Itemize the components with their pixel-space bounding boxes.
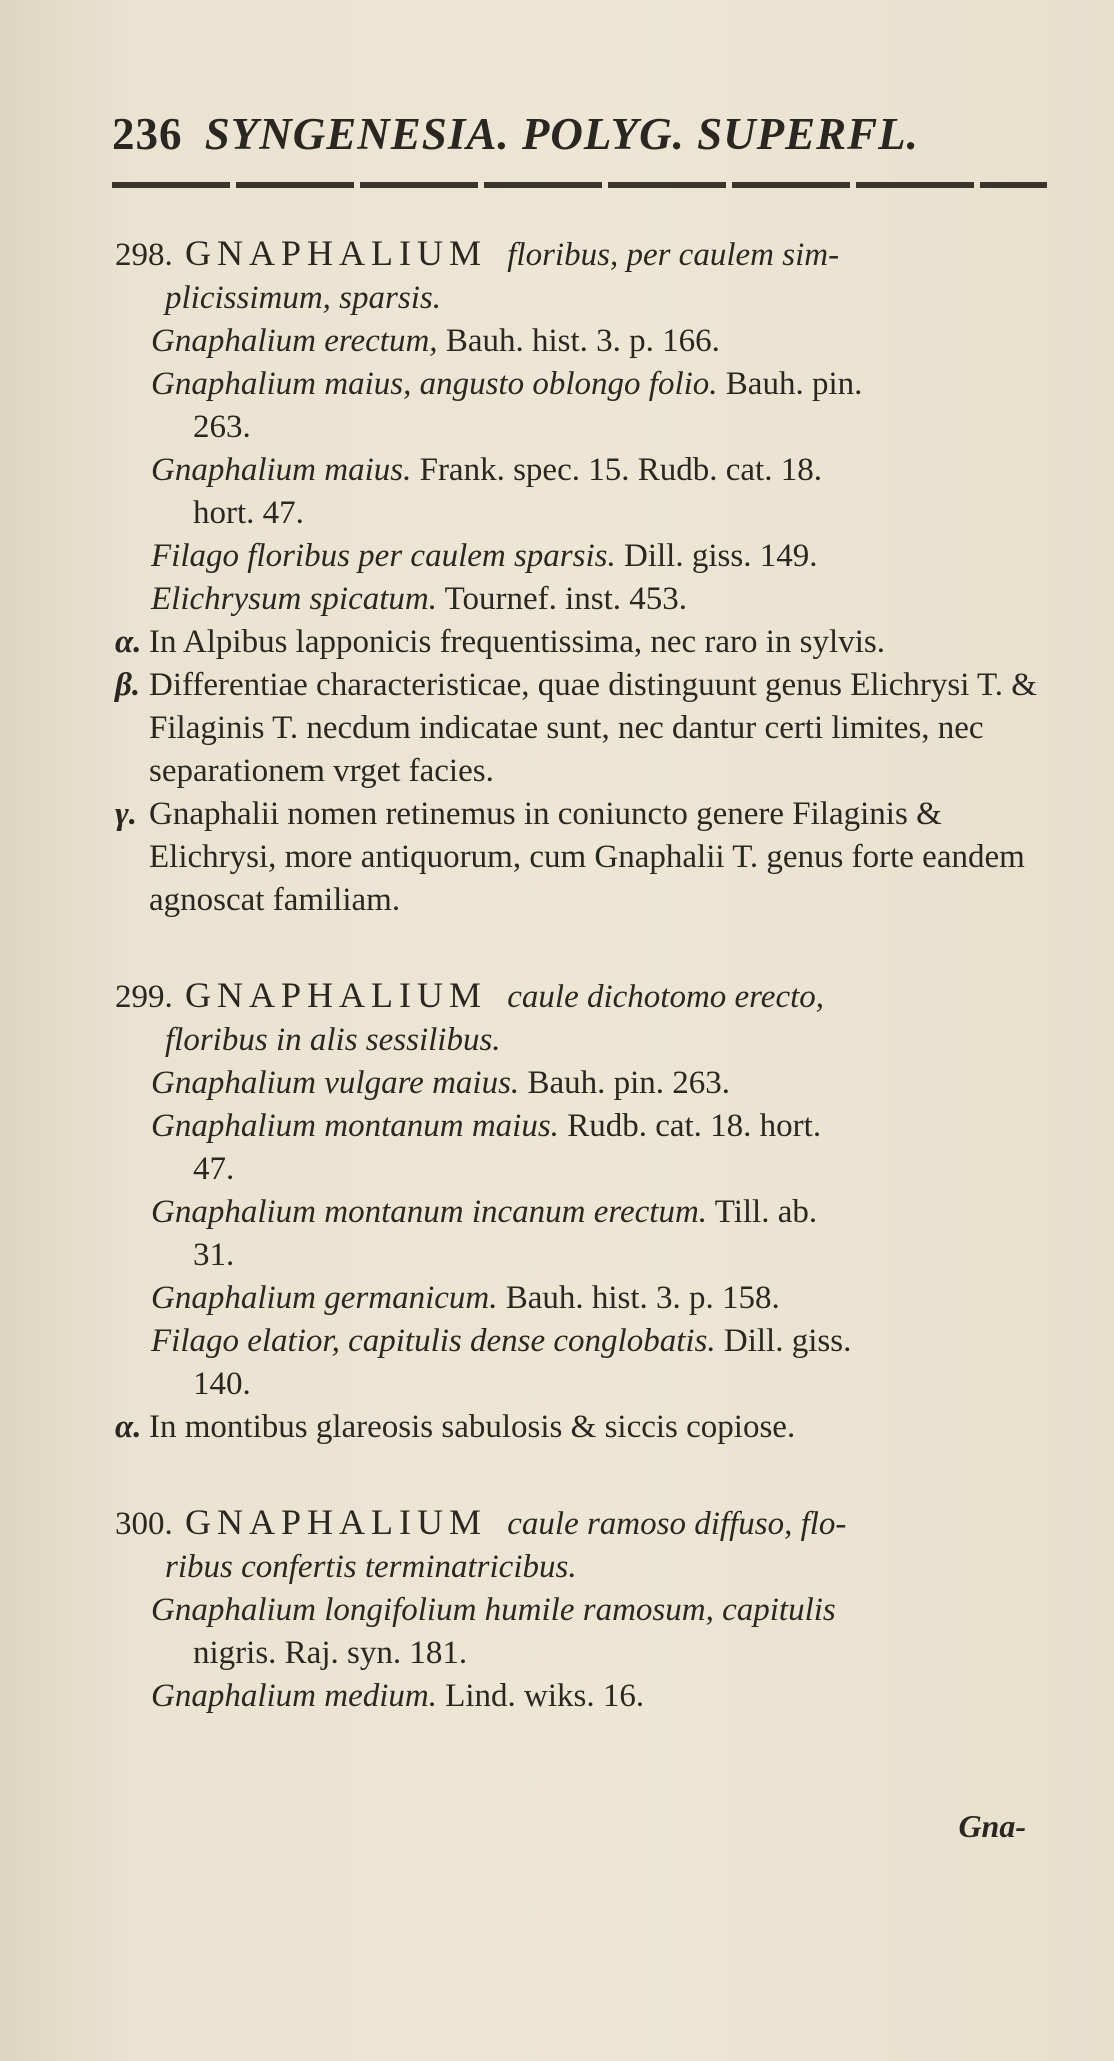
diagnosis-text: floribus, per caulem sim- [507, 237, 840, 273]
synonym-reference: Bauh. pin. [725, 366, 863, 402]
note-alpha [115, 621, 1050, 664]
synonym-name: Filago elatior, capitulis dense conglobatis. [151, 1323, 716, 1359]
synonym-line [115, 578, 1050, 621]
running-title: SYNGENESIA. POLYG. SUPERFL. [204, 109, 919, 159]
entry-number: 299. [115, 979, 173, 1015]
page-body [115, 232, 1050, 1770]
synonym-line [115, 320, 1050, 363]
synonym-line [115, 449, 1050, 492]
synonym-name: Gnaphalium vulgare maius. [151, 1065, 520, 1101]
note-text: In Alpibus lapponicis frequentissima, nec raro in sylvis. [149, 624, 885, 660]
synonym-line [115, 363, 1050, 406]
entry-heading [115, 1501, 1050, 1546]
synonym-reference: Dill. giss. 149. [624, 538, 818, 574]
entry-heading [115, 232, 1050, 277]
catchword: Gna- [958, 1808, 1026, 1844]
note-text: Gnaphalii nomen retinemus in coniuncto genere Filaginis & Elichrysi, more antiquorum, cum Gnaphalii T. genus forte eandem agnoscat familiam. [149, 796, 1025, 918]
page-number: 236 [112, 109, 183, 159]
diagnosis-continuation: ribus confertis terminatricibus. [165, 1549, 577, 1585]
synonym-reference: Dill. giss. [723, 1323, 852, 1359]
synonym-name: Gnaphalium germanicum. [151, 1280, 498, 1316]
synonym-continuation: 140. [193, 1366, 251, 1402]
entry-number: 300. [115, 1506, 173, 1542]
synonym-reference: Frank. spec. 15. Rudb. cat. 18. [419, 452, 822, 488]
entry-298 [115, 232, 1050, 922]
synonym-reference: Bauh. hist. 3. p. 158. [505, 1280, 780, 1316]
synonym-continuation: 263. [193, 409, 251, 445]
synonym-name: Gnaphalium montanum maius. [151, 1108, 559, 1144]
synonym-line [115, 1277, 1050, 1320]
synonym-name: Elichrysum spicatum. [151, 581, 437, 617]
synonym-name: Gnaphalium medium. [151, 1678, 437, 1714]
synonym-line [115, 1191, 1050, 1234]
synonym-continuation: nigris. Raj. syn. 181. [193, 1635, 468, 1671]
entry-heading [115, 974, 1050, 1019]
synonym-name: Gnaphalium maius, angusto oblongo folio. [151, 366, 718, 402]
genus-name: GNAPHALIUM [185, 1502, 487, 1542]
synonym-continuation: 47. [193, 1151, 235, 1187]
note-mark: α. [115, 1409, 142, 1445]
diagnosis-continuation: floribus in alis sessilibus. [165, 1022, 501, 1058]
synonym-name: Gnaphalium longifolium humile ramosum, capitulis [151, 1592, 836, 1628]
synonym-reference: Rudb. cat. 18. hort. [567, 1108, 822, 1144]
genus-name: GNAPHALIUM [185, 975, 487, 1015]
synonym-reference: Bauh. pin. 263. [527, 1065, 731, 1101]
note-mark: γ. [115, 796, 137, 832]
note-mark: β. [115, 667, 141, 703]
synonym-reference: Bauh. hist. 3. p. 166. [445, 323, 720, 359]
genus-name: GNAPHALIUM [185, 233, 487, 273]
note-gamma [115, 793, 1050, 922]
entry-299 [115, 974, 1050, 1449]
entry-300 [115, 1501, 1050, 1718]
synonym-line [115, 1320, 1050, 1363]
synonym-line [115, 1675, 1050, 1718]
synonym-reference: Lind. wiks. 16. [445, 1678, 645, 1714]
page-header [112, 108, 1052, 160]
entry-number: 298. [115, 237, 173, 273]
diagnosis-text: caule dichotomo erecto, [507, 979, 825, 1015]
note-alpha [115, 1406, 1050, 1449]
synonym-name: Gnaphalium maius. [151, 452, 412, 488]
synonym-line [115, 535, 1050, 578]
synonym-name: Gnaphalium montanum incanum erectum. [151, 1194, 708, 1230]
note-text: In montibus glareosis sabulosis & siccis copiose. [149, 1409, 796, 1445]
note-mark: α. [115, 624, 142, 660]
synonym-name: Filago floribus per caulem sparsis. [151, 538, 616, 574]
diagnosis-text: caule ramoso diffuso, flo- [507, 1506, 847, 1542]
synonym-name: Gnaphalium erectum, [151, 323, 438, 359]
synonym-line [115, 1105, 1050, 1148]
header-rule [112, 182, 1047, 188]
synonym-reference: Till. ab. [714, 1194, 818, 1230]
note-beta [115, 664, 1050, 793]
synonym-line [115, 1062, 1050, 1105]
synonym-line [115, 1589, 1050, 1632]
synonym-continuation: hort. 47. [193, 495, 304, 531]
diagnosis-continuation: plicissimum, sparsis. [165, 280, 441, 316]
note-text: Differentiae characteristicae, quae distinguunt genus Elichrysi T. & Filaginis T. necdum indicatae sunt, nec dantur certi limites, nec separationem vrget facies. [149, 667, 1037, 789]
synonym-continuation: 31. [193, 1237, 235, 1273]
synonym-reference: Tournef. inst. 453. [444, 581, 688, 617]
